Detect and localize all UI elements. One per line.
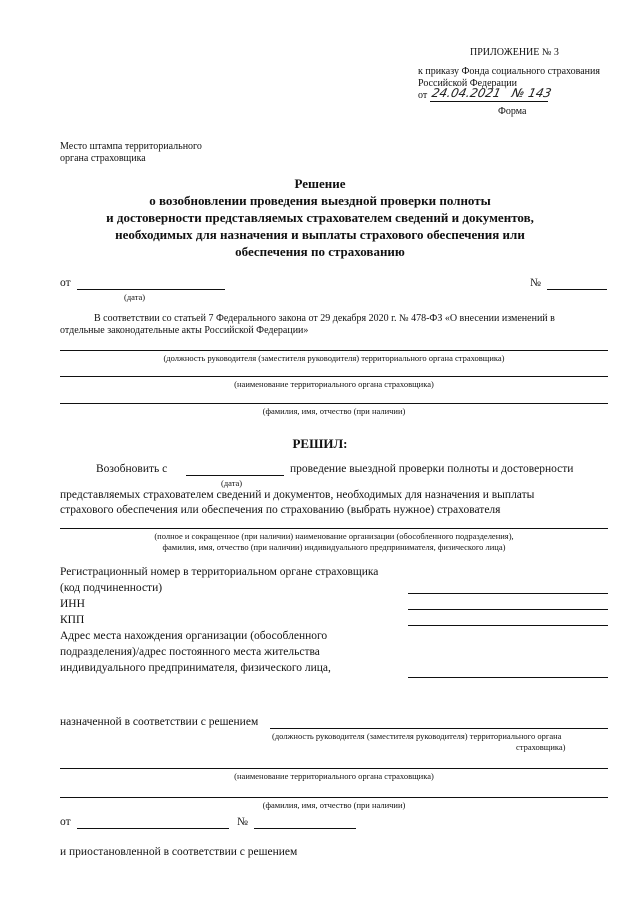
kpp-label: КПП <box>60 614 85 626</box>
address-field[interactable] <box>408 677 608 678</box>
address-label-2: подразделения)/адрес постоянного места жительства <box>60 646 320 658</box>
intro-line-2: отдельные законодательные акты Российской Федерации» <box>60 325 309 336</box>
title-line-3: и достоверности представляемых страхователем сведений и документов, <box>106 210 534 225</box>
appendix-label: ПРИЛОЖЕНИЕ № 3 <box>470 47 559 58</box>
bottom-number-field[interactable] <box>254 828 356 829</box>
date-from-label: от <box>60 277 71 289</box>
order-date-underline <box>430 101 548 102</box>
resume-suffix: проведение выездной проверки полноты и достоверности <box>290 463 574 475</box>
bottom-number-label: № <box>237 816 248 828</box>
resume-date-caption: (дата) <box>221 478 243 488</box>
number-field[interactable] <box>547 289 607 290</box>
appointed-caption-2: страховщика) <box>516 742 566 752</box>
appointed-caption-1: (должность руководителя (заместителя руководителя) территориального органа <box>272 731 562 741</box>
intro-line-1: В соответствии со статьей 7 Федерального закона от 29 декабря 2020 г. № 478-ФЗ «О внесении изменений в <box>94 313 555 324</box>
resume-line-3: страхового обеспечения или обеспечения по страхованию (выбрать нужное) страхователя <box>60 504 501 516</box>
form-label: Форма <box>498 106 527 117</box>
order-date-handwritten: 24.04.2021 <box>430 86 503 100</box>
fio-field[interactable] <box>60 403 608 404</box>
resume-prefix: Возобновить с <box>96 463 168 475</box>
stamp-line-2: органа страховщика <box>60 153 146 164</box>
reg-number-field[interactable] <box>408 593 608 594</box>
appointed-fio-caption: (фамилия, имя, отчество (при наличии) <box>262 800 406 810</box>
insured-caption-2: фамилия, имя, отчество (при наличии) индивидуального предпринимателя, физического лица) <box>162 542 506 552</box>
appointed-position-field[interactable] <box>270 728 608 729</box>
bottom-date-field[interactable] <box>77 828 229 829</box>
address-label-3: индивидуального предпринимателя, физического лица, <box>60 662 331 674</box>
appointed-organ-field[interactable] <box>60 768 608 769</box>
document-title: Решение <box>294 176 346 191</box>
order-prefix: от <box>418 90 428 101</box>
decided-heading: РЕШИЛ: <box>292 436 348 451</box>
date-caption: (дата) <box>124 292 146 302</box>
order-line-2: Российской Федерации <box>418 78 518 89</box>
reg-number-label-1: Регистрационный номер в территориальном органе страховщика <box>60 566 379 578</box>
insured-name-field[interactable] <box>60 528 608 529</box>
organ-name-field[interactable] <box>60 376 608 377</box>
kpp-field[interactable] <box>408 625 608 626</box>
title-line-2: о возобновлении проведения выездной проверки полноты <box>149 193 491 208</box>
appointed-organ-caption: (наименование территориального органа страховщика) <box>234 771 434 781</box>
date-field[interactable] <box>77 289 225 290</box>
number-label: № <box>530 277 541 289</box>
resume-date-field[interactable] <box>186 475 284 476</box>
order-line-1: к приказу Фонда социального страхования <box>418 66 600 77</box>
address-label-1: Адрес места нахождения организации (обособленного <box>60 630 328 642</box>
reg-number-label-2: (код подчиненности) <box>60 582 163 594</box>
insured-caption-1: (полное и сокращенное (при наличии) наименование организации (обособленного подразделения), <box>154 531 514 541</box>
suspended-text: и приостановленной в соответствии с решением <box>60 846 298 858</box>
inn-field[interactable] <box>408 609 608 610</box>
title-line-5: обеспечения по страхованию <box>235 244 405 259</box>
bottom-date-from-label: от <box>60 816 71 828</box>
fio-caption: (фамилия, имя, отчество (при наличии) <box>262 406 406 416</box>
appointed-text: назначенной в соответствии с решением <box>60 716 259 728</box>
inn-label: ИНН <box>60 598 85 610</box>
organ-name-caption: (наименование территориального органа страховщика) <box>234 379 434 389</box>
appointed-fio-field[interactable] <box>60 797 608 798</box>
stamp-line-1: Место штампа территориального <box>60 141 202 152</box>
position-caption: (должность руководителя (заместителя руководителя) территориального органа страховщика) <box>163 353 505 363</box>
order-number-handwritten: № 143 <box>510 86 553 100</box>
position-field[interactable] <box>60 350 608 351</box>
title-line-4: необходимых для назначения и выплаты страхового обеспечения или <box>115 227 525 242</box>
resume-line-2: представляемых страхователем сведений и документов, необходимых для назначения и выплаты <box>60 489 535 501</box>
